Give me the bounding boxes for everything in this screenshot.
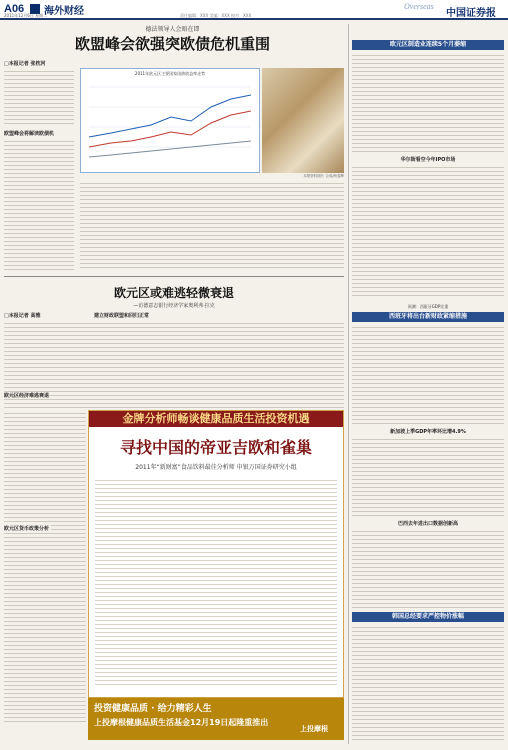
ad-brand: 上投摩根 xyxy=(300,725,328,733)
header-date: 2011年12月6日 星期二 xyxy=(4,13,48,18)
second-byline: □本报记者 高雅 xyxy=(4,313,41,319)
ad-title: 寻找中国的帝亚吉欧和雀巢 xyxy=(119,438,312,457)
right-body-4 xyxy=(352,528,504,608)
ad-foot-line: 上投摩根健康品质生活基金12月19日起隆重推出 xyxy=(94,718,269,727)
right-sub-4: 巴西去年进出口数据创新高 xyxy=(397,521,458,527)
header-meta: 责任编辑：XXX 美编：XXX 校对：XXX xyxy=(180,13,252,18)
lead-body-col1b xyxy=(4,138,74,270)
right-body-2 xyxy=(352,324,504,424)
yield-chart xyxy=(80,68,260,173)
lead-kicker: 德法领导人会晤在即 xyxy=(145,26,200,33)
yield-line-3 xyxy=(89,141,251,157)
ad-block xyxy=(88,410,344,698)
second-subhead-2: 欧元区经济难逃衰退 xyxy=(4,393,50,399)
lead-photo xyxy=(262,68,344,173)
yield-line-2 xyxy=(89,111,251,147)
right-sub-2-kicker: 预测：西班牙GDP比重 xyxy=(407,304,449,309)
lead-title: 欧盟峰会欲强突欧债危机重围 xyxy=(74,35,270,53)
chart-caption: 2011年欧元区主要国家国债收益率走势 xyxy=(134,71,206,76)
ad-top-banner: 金牌分析师畅谈健康品质生活投资机遇 xyxy=(89,411,343,427)
right-body-3 xyxy=(352,436,504,516)
lead-byline: □本报记者 张枕河 xyxy=(4,61,46,67)
ad-subtitle: 2011年“新财富”食品饮料最佳分析师 申银万国证券研究小组 xyxy=(135,464,297,471)
right-sub-1: 华尔街看空今年IPO市场 xyxy=(400,157,456,163)
second-subhead-3: 欧元区货币政策分析 xyxy=(4,526,50,532)
right-body-1 xyxy=(352,164,504,299)
column-separator xyxy=(348,24,349,744)
page-number: A06 xyxy=(4,3,25,15)
second-body xyxy=(4,320,344,408)
overseas-label: Overseas xyxy=(404,2,434,11)
lead-subhead: 欧盟峰会将解读欧债机 xyxy=(4,131,55,137)
right-box-body xyxy=(352,52,504,152)
ad-body xyxy=(95,477,337,687)
second-body-col xyxy=(4,410,86,725)
yield-line-1 xyxy=(89,95,251,137)
lead-body-col1 xyxy=(4,68,74,126)
second-subtitle: —访德意志银行经济学家奥利弗·拉克 xyxy=(133,303,215,309)
right-sub-5: 韩国总经要求严控物价涨幅 xyxy=(352,612,504,622)
right-box-title: 欧元区制造业连续5个月萎缩 xyxy=(352,40,504,50)
right-sub-2: 西班牙将出台新财政紧缩措施 xyxy=(352,312,504,322)
lead-body-cols xyxy=(80,180,344,270)
photo-caption: 本报资料图片 合成/尚春辉 xyxy=(303,174,344,178)
ad-foot-title: 投资健康品质 · 给力精彩人生 xyxy=(94,704,212,714)
chart-plot-area xyxy=(81,77,257,169)
second-subhead-1: 建立财政联盟和回归正常 xyxy=(94,313,150,319)
second-title: 欧元区或难逃轻微衰退 xyxy=(113,286,234,300)
right-sub-3: 新加坡上季GDP年率环比增4.9% xyxy=(390,429,466,435)
newspaper-brand: 中国证券报 xyxy=(446,8,496,19)
section-title: 海外财经 xyxy=(44,6,84,17)
section-divider xyxy=(4,276,344,277)
right-body-5 xyxy=(352,624,504,740)
